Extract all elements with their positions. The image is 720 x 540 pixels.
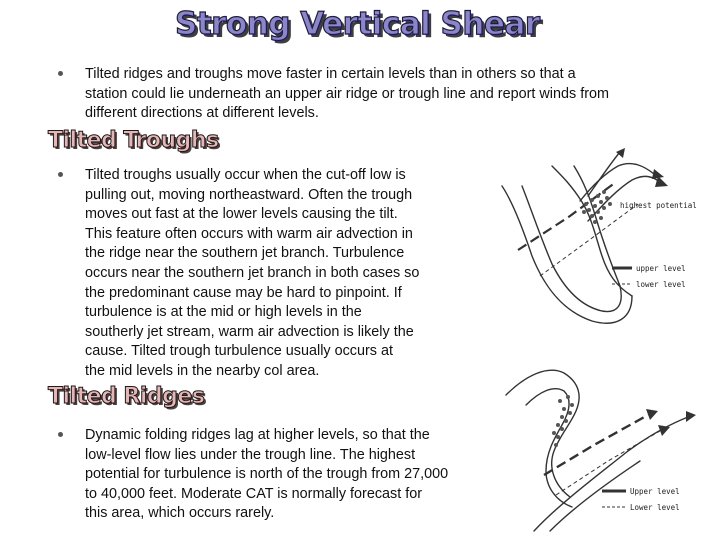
jet-stream-line: [588, 176, 660, 221]
text-line: occurs near the southern jet branch in both cases so: [85, 264, 420, 281]
text-line: to 40,000 feet. Moderate CAT is normally forecast for: [85, 485, 423, 502]
label-highest-potential: highest potential: [620, 201, 697, 210]
text-line: low-level flow lies under the trough line. The highest: [85, 446, 416, 463]
bullet-dot: [58, 432, 63, 437]
label-upper-level: upper level: [636, 264, 686, 273]
text-line: different directions at different levels.: [85, 105, 319, 122]
section-heading-tilted-ridges: Tilted Ridges: [48, 384, 205, 409]
slide-title: Strong Vertical Shear: [175, 6, 540, 42]
text-line: Tilted ridges and troughs move faster in certain levels than in others so that a: [85, 66, 576, 82]
contour-line: [502, 186, 632, 323]
text-line: this area, which occurs rarely.: [85, 505, 275, 522]
jet-stream-line: [580, 164, 654, 201]
text-line: cause. Tilted trough turbulence usually occurs at: [85, 343, 393, 360]
jet-stream-line: [588, 152, 620, 196]
text-line: southerly jet stream, warm air advection is likely the: [85, 323, 414, 340]
jet-arrowheads: [616, 148, 668, 187]
contour-line: [552, 166, 632, 296]
text-line: Tilted troughs usually occur when the cut-off low is: [85, 167, 406, 183]
bullet-text: [85, 166, 419, 382]
bullet-dot: [58, 172, 63, 177]
text-line: pulling out, moving northeastward. Often the trough: [85, 186, 413, 203]
tilted-ridge-diagram: [498, 355, 703, 535]
contour-line: [550, 461, 640, 531]
section-heading-tilted-troughs: Tilted Troughs: [48, 128, 219, 153]
tilted-trough-diagram: [492, 146, 702, 346]
text-line: potential for turbulence is north of the trough from 27,000: [85, 466, 449, 483]
bullet-text: [85, 65, 609, 124]
text-line: moves out fast at the lower levels causing the tilt.: [85, 206, 398, 223]
bullet-dot: [58, 71, 63, 76]
contour-line: [506, 370, 579, 497]
text-line: the predominant cause may be hard to pinpoint. If: [85, 284, 402, 301]
label-upper-level: Upper level: [630, 487, 680, 496]
text-line: station could lie underneath an upper air ridge or trough line and report winds from: [85, 85, 609, 102]
label-lower-level: lower level: [636, 280, 686, 289]
text-line: Dynamic folding ridges lag at higher levels, so that the: [85, 427, 430, 443]
text-line: the ridge near the southern jet branch. Turbulence: [85, 245, 405, 262]
jet-arrowheads: [646, 409, 696, 436]
label-lower-level: Lower level: [630, 503, 680, 512]
bullet-text: [85, 426, 448, 524]
text-line: the mid levels in the nearby col area.: [85, 362, 320, 379]
text-line: turbulence is at the mid or high levels in the: [85, 304, 362, 321]
text-line: This feature often occurs with warm air advection in: [85, 225, 413, 242]
